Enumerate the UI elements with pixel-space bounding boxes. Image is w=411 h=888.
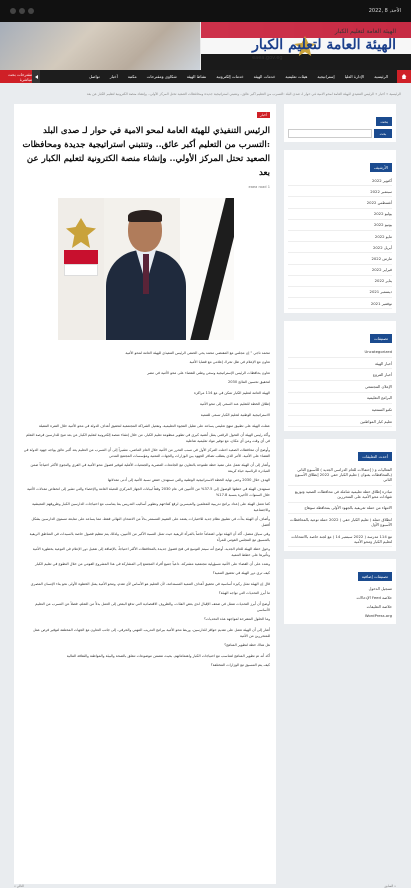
article-paragraph: تستهدف الهيئة في خطتها الوصول إلى 37.5% من الأميين في عام 2030 وفقاً لبيانات الجهاز المركزي للتعبئة العامة والإحصاء والتي تشير إلى انخفاض معدلات الأمية خلال السنوات الأخيرة بنسبة 17.8% xyxy=(27,487,270,497)
article-paragraph: وأشار إلى أن الهيئة تعمل على تنفيذ خطة طموحة بالتعاون مع الجامعات المصرية والجمعيات الأهلية لتوفير فصول محو الأمية في القرى والنجوع الأكثر احتياجاً ضمن المبادرة الرئاسية حياة كريمة xyxy=(30,463,270,473)
nav-item[interactable]: الرئيسية xyxy=(374,74,388,79)
sidebar-search-button[interactable]: بحث xyxy=(374,129,392,138)
nav-item[interactable]: شكاوى ومقترحات xyxy=(146,74,177,79)
archive-link[interactable]: مايو 2022 xyxy=(288,231,392,242)
article-paragraph: وأضاف أن الهيئة بدأت في تطبيق نظام جديد للاختبارات يعتمد على التقييم المستمر بدلاً من الامتحان النهائي فقط، مما يساعد على متابعة مستوى الدارسين بشكل أفضل xyxy=(31,517,270,527)
meta-list xyxy=(288,584,392,620)
archive-list xyxy=(288,175,392,309)
archive-link[interactable]: نوفمبر 2021 xyxy=(288,298,392,309)
categories-widget xyxy=(284,321,396,431)
article-paragraph: تعاون بحافظات الرئيس الإستراتيجية وسعي وطني للقضاء على محو الأمية في مصر xyxy=(147,371,270,375)
site-logo[interactable] xyxy=(252,28,396,61)
article-paragraph: الهدف خلال 2030 وحتى نهاية الخطة الاستراتيجية الوطنية والتي تستهدف خفض نسبة الأمية إلى أدنى معدلاتها xyxy=(107,478,270,482)
article-paragraph: الهيئة العامة لتعليم الكبار تمكن في مع 114 مراكزة xyxy=(193,391,270,395)
meta-link[interactable]: خلاصة Feed الإدخالات xyxy=(356,595,392,601)
article-paragraph: إطلاق الخطة للتعليم عند السعي إلى محو الأمية xyxy=(199,402,270,406)
sidebar-search-input[interactable] xyxy=(288,129,372,138)
nav-item[interactable]: هيئات تعليمية xyxy=(285,74,308,79)
article-paragraph: ما أبرز التحديات التي تواجه الهيئة؟ xyxy=(218,591,270,595)
current-date: الأحد, 8 ,2022 xyxy=(368,8,401,14)
category-list xyxy=(288,346,392,427)
authority-banner xyxy=(180,198,234,340)
article-paragraph: وفي سياق متصل، أكد أن الهيئة تولي اهتماماً خاصاً بالمرأة الريفية حيث تمثل النسبة الأكبر من الأميين، ولذلك يتم تنظيم فصول خاصة بالسيدات في المناطق الريفية بالتنسيق مع المجلس القومي للمرأة xyxy=(29,532,270,542)
nav-item[interactable]: نشاط الهيئة xyxy=(186,74,207,79)
archive-link[interactable]: يوليو 2022 xyxy=(288,209,392,220)
nav-arrow-button[interactable] xyxy=(32,70,40,83)
meta-widget xyxy=(284,559,396,624)
article-paragraph: هل هناك خطة لتطوير المناهج؟ xyxy=(224,643,270,647)
article-title: الرئيس التنفيذي للهيئة العامة لمحو الامية في حوار لـ صدى البلد :التسرب من التعليم أكبر عائق.. وتنتبني استراتيجية جديدة ومحافظات الصعيد تحتل المركز الأولي.. وإنشاء منصة الكترونية لتعليم الكبار عن بعد xyxy=(22,126,270,178)
recent-comments-widget xyxy=(284,439,396,551)
nav-item[interactable]: إستراتيجية xyxy=(317,74,335,79)
site-header xyxy=(0,22,411,70)
site-title: الهيئة العامة لتعليم الكبار xyxy=(252,37,396,53)
archive-link[interactable]: يناير 2022 xyxy=(288,276,392,287)
nav-menu xyxy=(40,74,397,79)
nav-item[interactable]: الإدارة العليا xyxy=(344,74,365,79)
article-author[interactable]: eaea road 1 xyxy=(248,185,270,189)
recent-comment-link[interactable]: الانتهاء من حملة تعريفية بالجهود الأولى بمحافظة سوهاج xyxy=(288,503,392,515)
article-paragraph: كيف يتم التنسيق مع الوزارات المختلفة؟ xyxy=(210,663,270,667)
archive-widget xyxy=(284,150,396,313)
recent-list xyxy=(288,464,392,547)
article-paragraph: وشدد على أن القضاء على الأمية مسؤولية مجتمعية مشتركة، داعياً جميع أفراد المجتمع إلى المشاركة في هذا المشروع القومي من خلال التطوع في تعليم الكبار xyxy=(34,562,270,566)
category-link[interactable]: أخبار الفروع xyxy=(288,369,392,381)
twitter-icon[interactable] xyxy=(19,8,25,14)
archive-link[interactable]: مارس 2022 xyxy=(288,253,392,264)
nav-item[interactable]: مكتبة xyxy=(127,74,137,79)
archive-link[interactable]: سبتمبر 2022 xyxy=(288,186,392,197)
category-link[interactable]: Uncategorized xyxy=(288,346,392,358)
breadcrumb[interactable]: الرئيسية » أخبار » الرئيس التنفيذي للهيئة العامة لمحو الامية في حوار لـ صدى البلد :التسرب من التعليم أكبر عائق.. وتنتبني استراتيجية جديدة ومحافظات الصعيد تحتل المركز الأولي.. وإنشاء منصة الكترونية لتعليم الكبار عن بعد xyxy=(86,92,401,96)
meta-link[interactable]: تسجيل الدخول xyxy=(368,586,392,592)
main-nav xyxy=(0,70,411,83)
sidebar xyxy=(284,104,396,884)
recent-comment-link[interactable]: مبادرة إطلاق خطة تعليمية شاملة في محافظات الصعيد وتوزيع شهادات محو الأمية على المتحررين xyxy=(288,486,392,503)
category-link[interactable]: الإعلان المجتمعي xyxy=(288,381,392,393)
article-paragraph: وحول خطة الهيئة للعام الجديد، أوضح أنه سيتم التوسع في فتح فصول جديدة بالمحافظات الأكثر احتياجاً، بالإضافة إلى تفعيل دور الإعلام في التوعية بخطورة الأمية وتأثيرها على خطط التنمية xyxy=(32,547,270,557)
widget-title: بحث xyxy=(376,117,392,126)
top-bar xyxy=(0,0,411,22)
nav-item[interactable]: أخبار xyxy=(109,74,118,79)
article-paragraph: كيف ترى دور الهيئة في تحقيق التنمية؟ xyxy=(212,571,270,575)
logo-subtitle: الهيئة العامة لتعليم الكبار xyxy=(334,28,396,35)
article-paragraph: أشار إلى أن الهيئة تعمل على تقديم حوافز للدارسين، وربط محو الأمية ببرامج التدريب المهني والحرفي، إلى جانب التعاون مع الجهات المختلفة لتوفير فرص عمل للمتحررين من الأمية xyxy=(32,628,270,638)
article-hero-image xyxy=(58,198,234,340)
social-links xyxy=(10,8,34,14)
article-paragraph: قال إن الهيئة تمثل ركيزة أساسية في تحقيق أهداف التنمية المستدامة، لأن التعليم هو الأساس لأي تقدم، ومحو الأمية يمثل الخطوة الأولى نحو بناء الإنسان المصري xyxy=(30,582,270,586)
nav-item[interactable]: تواصل xyxy=(89,74,100,79)
article-paragraph: أكد أنه تم تطوير المناهج لتتناسب مع احتياجات الكبار واهتماماتهم، بحيث تتضمن موضوعات تتعلق بالصحة والبيئة والمواطنة والثقافة المالية xyxy=(66,654,270,658)
youtube-icon[interactable] xyxy=(10,8,16,14)
article-body xyxy=(22,350,270,668)
category-link[interactable]: تعليم كبار المواطنين xyxy=(288,416,392,428)
category-link[interactable]: تكنو السمعية xyxy=(288,404,392,416)
meta-link[interactable]: WordPress.org xyxy=(364,613,392,619)
article-paragraph: محمد ناجي " إن مجلس مع المقتضي محمد يحي الحنفي الرئيس التنفيذي للهيئة العامة لمحو الأمية xyxy=(125,351,270,355)
post-navigation xyxy=(14,884,396,888)
article-paragraph: لتحقيق تحسين النتائج 2030 xyxy=(227,380,270,384)
archive-link[interactable]: أكتوبر 2022 xyxy=(288,175,392,186)
site-domain: eaea.gov.eg xyxy=(252,55,283,61)
article-paragraph: كما تعمل الهيئة على إعداد برامج تدريبية للمعلمين والميسرين لرفع كفاءتهم وتطوير أساليب التدريس بما يتناسب مع احتياجات الدارسين الكبار وظروفهم المعيشية والاجتماعية xyxy=(32,502,270,512)
widget-title: الأرشيف xyxy=(370,163,392,172)
previous-post-link[interactable]: « السابق xyxy=(384,884,396,888)
article-paragraph: وما الحلول المقترحة لمواجهة هذه التحديات؟ xyxy=(203,617,270,621)
article-paragraph: الاستراتيجية الوطنية لتعليم الكبار تسعى للتنمية xyxy=(200,413,270,417)
article-paragraph: أوضح أن أبرز التحديات تتمثل في ضعف الإقبال لدى بعض الفئات، والظروف الاقتصادية التي تدفع البعض إلى العمل بدلاً من التعلم، فضلاً عن التسرب من التعليم الأساسي xyxy=(35,602,270,612)
category-link[interactable]: أخبار الهيئة xyxy=(288,358,392,370)
header-photo-collage xyxy=(0,22,200,70)
article-paragraph: تعاون مع الإعلام في ظل تحرك إعلامي مع قضايا الأمية xyxy=(189,360,270,364)
home-button[interactable] xyxy=(397,70,411,83)
nav-search-button[interactable]: مقترحات بحث مباشرة xyxy=(0,70,32,83)
article-container xyxy=(14,104,276,884)
recent-comment-link[interactable]: مع 114 مدرسة ( 2022 سبتمبر 14 ) مع لجنة خاصة بالامتحانات لتعليم الكبار ومحو الأمية xyxy=(288,531,392,548)
category-badge[interactable]: أخبار xyxy=(257,112,270,118)
archive-link[interactable]: فبراير 2022 xyxy=(288,265,392,276)
nav-item[interactable]: خدمات إلكترونية xyxy=(216,74,244,79)
article-paragraph: عملت الهيئة على تطبيق منهج تعليمي يساعد على تقليل الفجوة التعليمية، وتفعيل الشراكة المجتمعية لتحقيق أهداف الدولة في محو الأمية خلال الفترة المقبلة xyxy=(38,424,270,428)
archive-link[interactable]: ديسمبر 2021 xyxy=(288,287,392,298)
widget-title: تصنيفات إضافية xyxy=(358,572,392,581)
recent-comment-link[interactable]: الفعاليات و ( إحتفالات للعام الدراسي الجديد ) للأسبوع الثاني (بالمحافظات بعنوان ) تعليم الكبار حقي 2022 إنطلاق الأسبوع الثاني xyxy=(288,464,392,486)
arrow-left-icon xyxy=(35,75,38,79)
meta-link[interactable]: خلاصة التعليقات xyxy=(366,604,392,610)
category-link[interactable]: البرامج التعليمية xyxy=(288,393,392,405)
official-portrait xyxy=(106,210,186,340)
home-icon xyxy=(402,74,407,79)
archive-link[interactable]: أبريل 2022 xyxy=(288,242,392,253)
facebook-icon[interactable] xyxy=(28,8,34,14)
article-paragraph: وأكد رئيس الهيئة أن التحول الرقمي يمثل أهمية كبرى في تطوير منظومة تعليم الكبار، من خلال إنشاء منصة إلكترونية لتعليم الكبار عن بعد تتيح للدارسين فرصة التعلم في أي وقت ومن أي مكان، مع توفير مواد تعليمية تفاعلية xyxy=(26,433,270,443)
recent-comment-link[interactable]: انطلاق حملة ( تعليم الكبار حقي ) 2022 حملة توعية بالمحافظات الأسبوع الأول xyxy=(288,514,392,531)
nav-search xyxy=(0,70,40,83)
archive-link[interactable]: يونيو 2022 xyxy=(288,220,392,231)
widget-title: تصنيفات xyxy=(370,334,392,343)
nav-item[interactable]: خدمات الهيئة xyxy=(253,74,276,79)
archive-link[interactable]: أغسطس 2022 xyxy=(288,197,392,208)
article-paragraph: وأوضح أن محافظات الصعيد احتلت المركز الأول في نسب التحرر من الأمية خلال العام الماضي، مشيراً إلى أن التسرب من التعليم يعد أكبر عائق يواجه جهود الدولة في القضاء على الأمية، الأمر الذي يتطلب تضافر الجهود بين الوزارات والجهات المعنية ومؤسسات المجتمع المدني xyxy=(23,448,270,458)
next-post-link[interactable]: التالي » xyxy=(14,884,24,888)
widget-title: أحدث التعليقات xyxy=(358,452,392,461)
search-widget xyxy=(284,104,396,142)
